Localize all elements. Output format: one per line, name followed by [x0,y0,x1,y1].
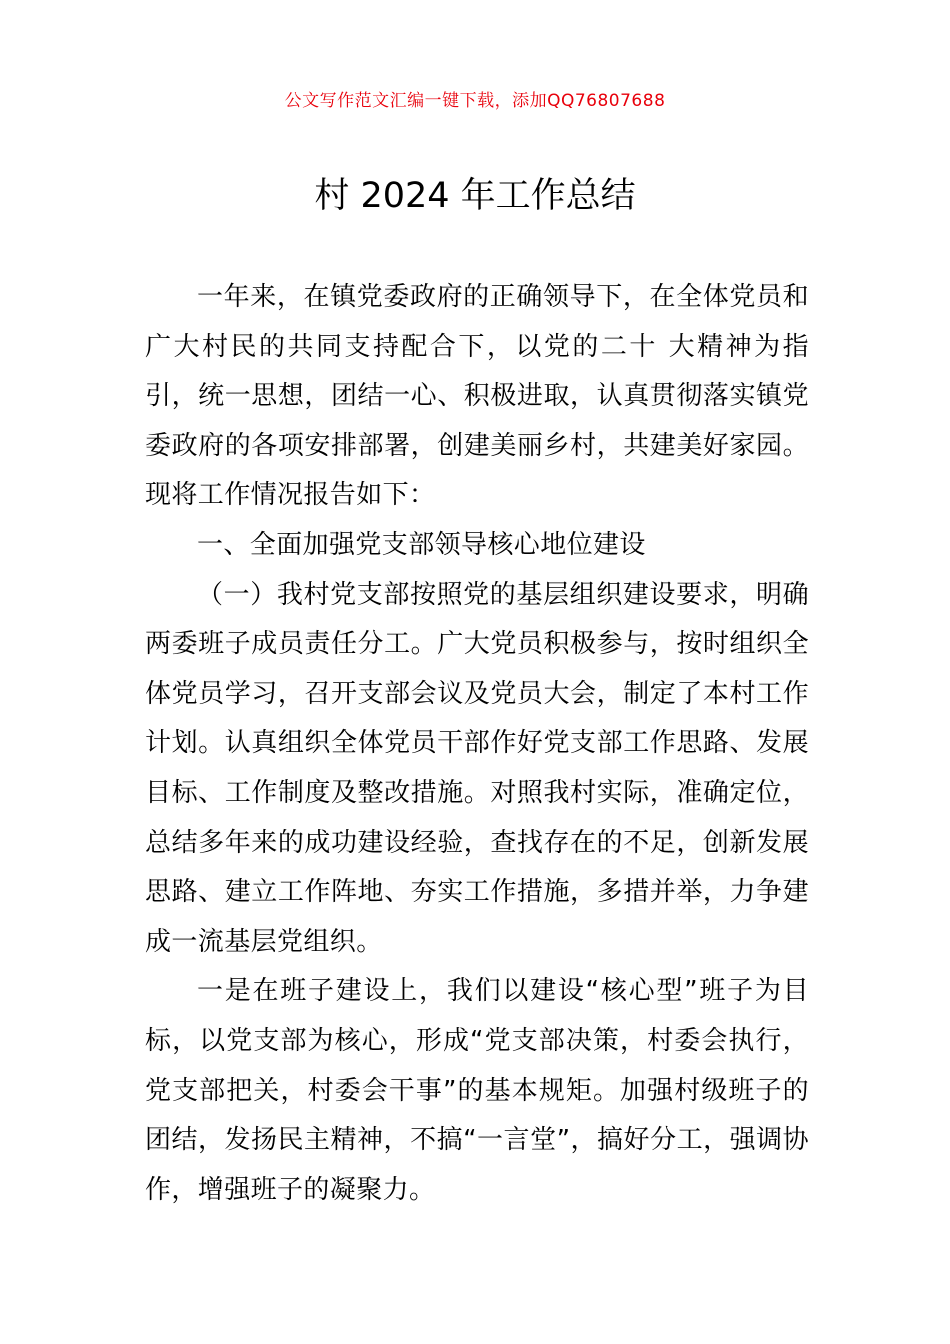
paragraph-team-building: 一是在班子建设上，我们以建设“核心型”班子为目标，以党支部为核心，形成“党支部决策，村委会执行，党支部把关，村委会干事”的基本规矩。加强村级班子的团结，发扬民主精神，不搞“一言堂”，搞好分工，强调协作，增强班子的凝聚力。 [145,976,809,1205]
download-banner: 公文写作范文汇编一键下载，添加QQ76807688 [284,91,666,111]
document-body [145,273,809,1215]
paragraph-intro: 一年来，在镇党委政府的正确领导下，在全体党员和广大村民的共同支持配合下，以党的二十 大精神为指引，统一思想，团结一心、积极进取，认真贯彻落实镇党委政府的各项安排部署，创建美丽乡村，共建美好家园。现将工作情况报告如下： [145,282,809,511]
document-title: 村 2024 年工作总结 [314,176,636,216]
paragraph-subsection-1: （一）我村党支部按照党的基层组织建设要求，明确两委班子成员责任分工。广大党员积极参与，按时组织全体党员学习，召开支部会议及党员大会，制定了本村工作计划。认真组织全体党员干部作好党支部工作思路、发展目标、工作制度及整改措施。对照我村实际，准确定位，总结多年来的成功建设经验，查找存在的不足，创新发展思路、建立工作阵地、夯实工作措施，多措并举，力争建成一流基层党组织。 [145,579,809,957]
section-heading: 一、全面加强党支部领导核心地位建设 [197,529,646,560]
